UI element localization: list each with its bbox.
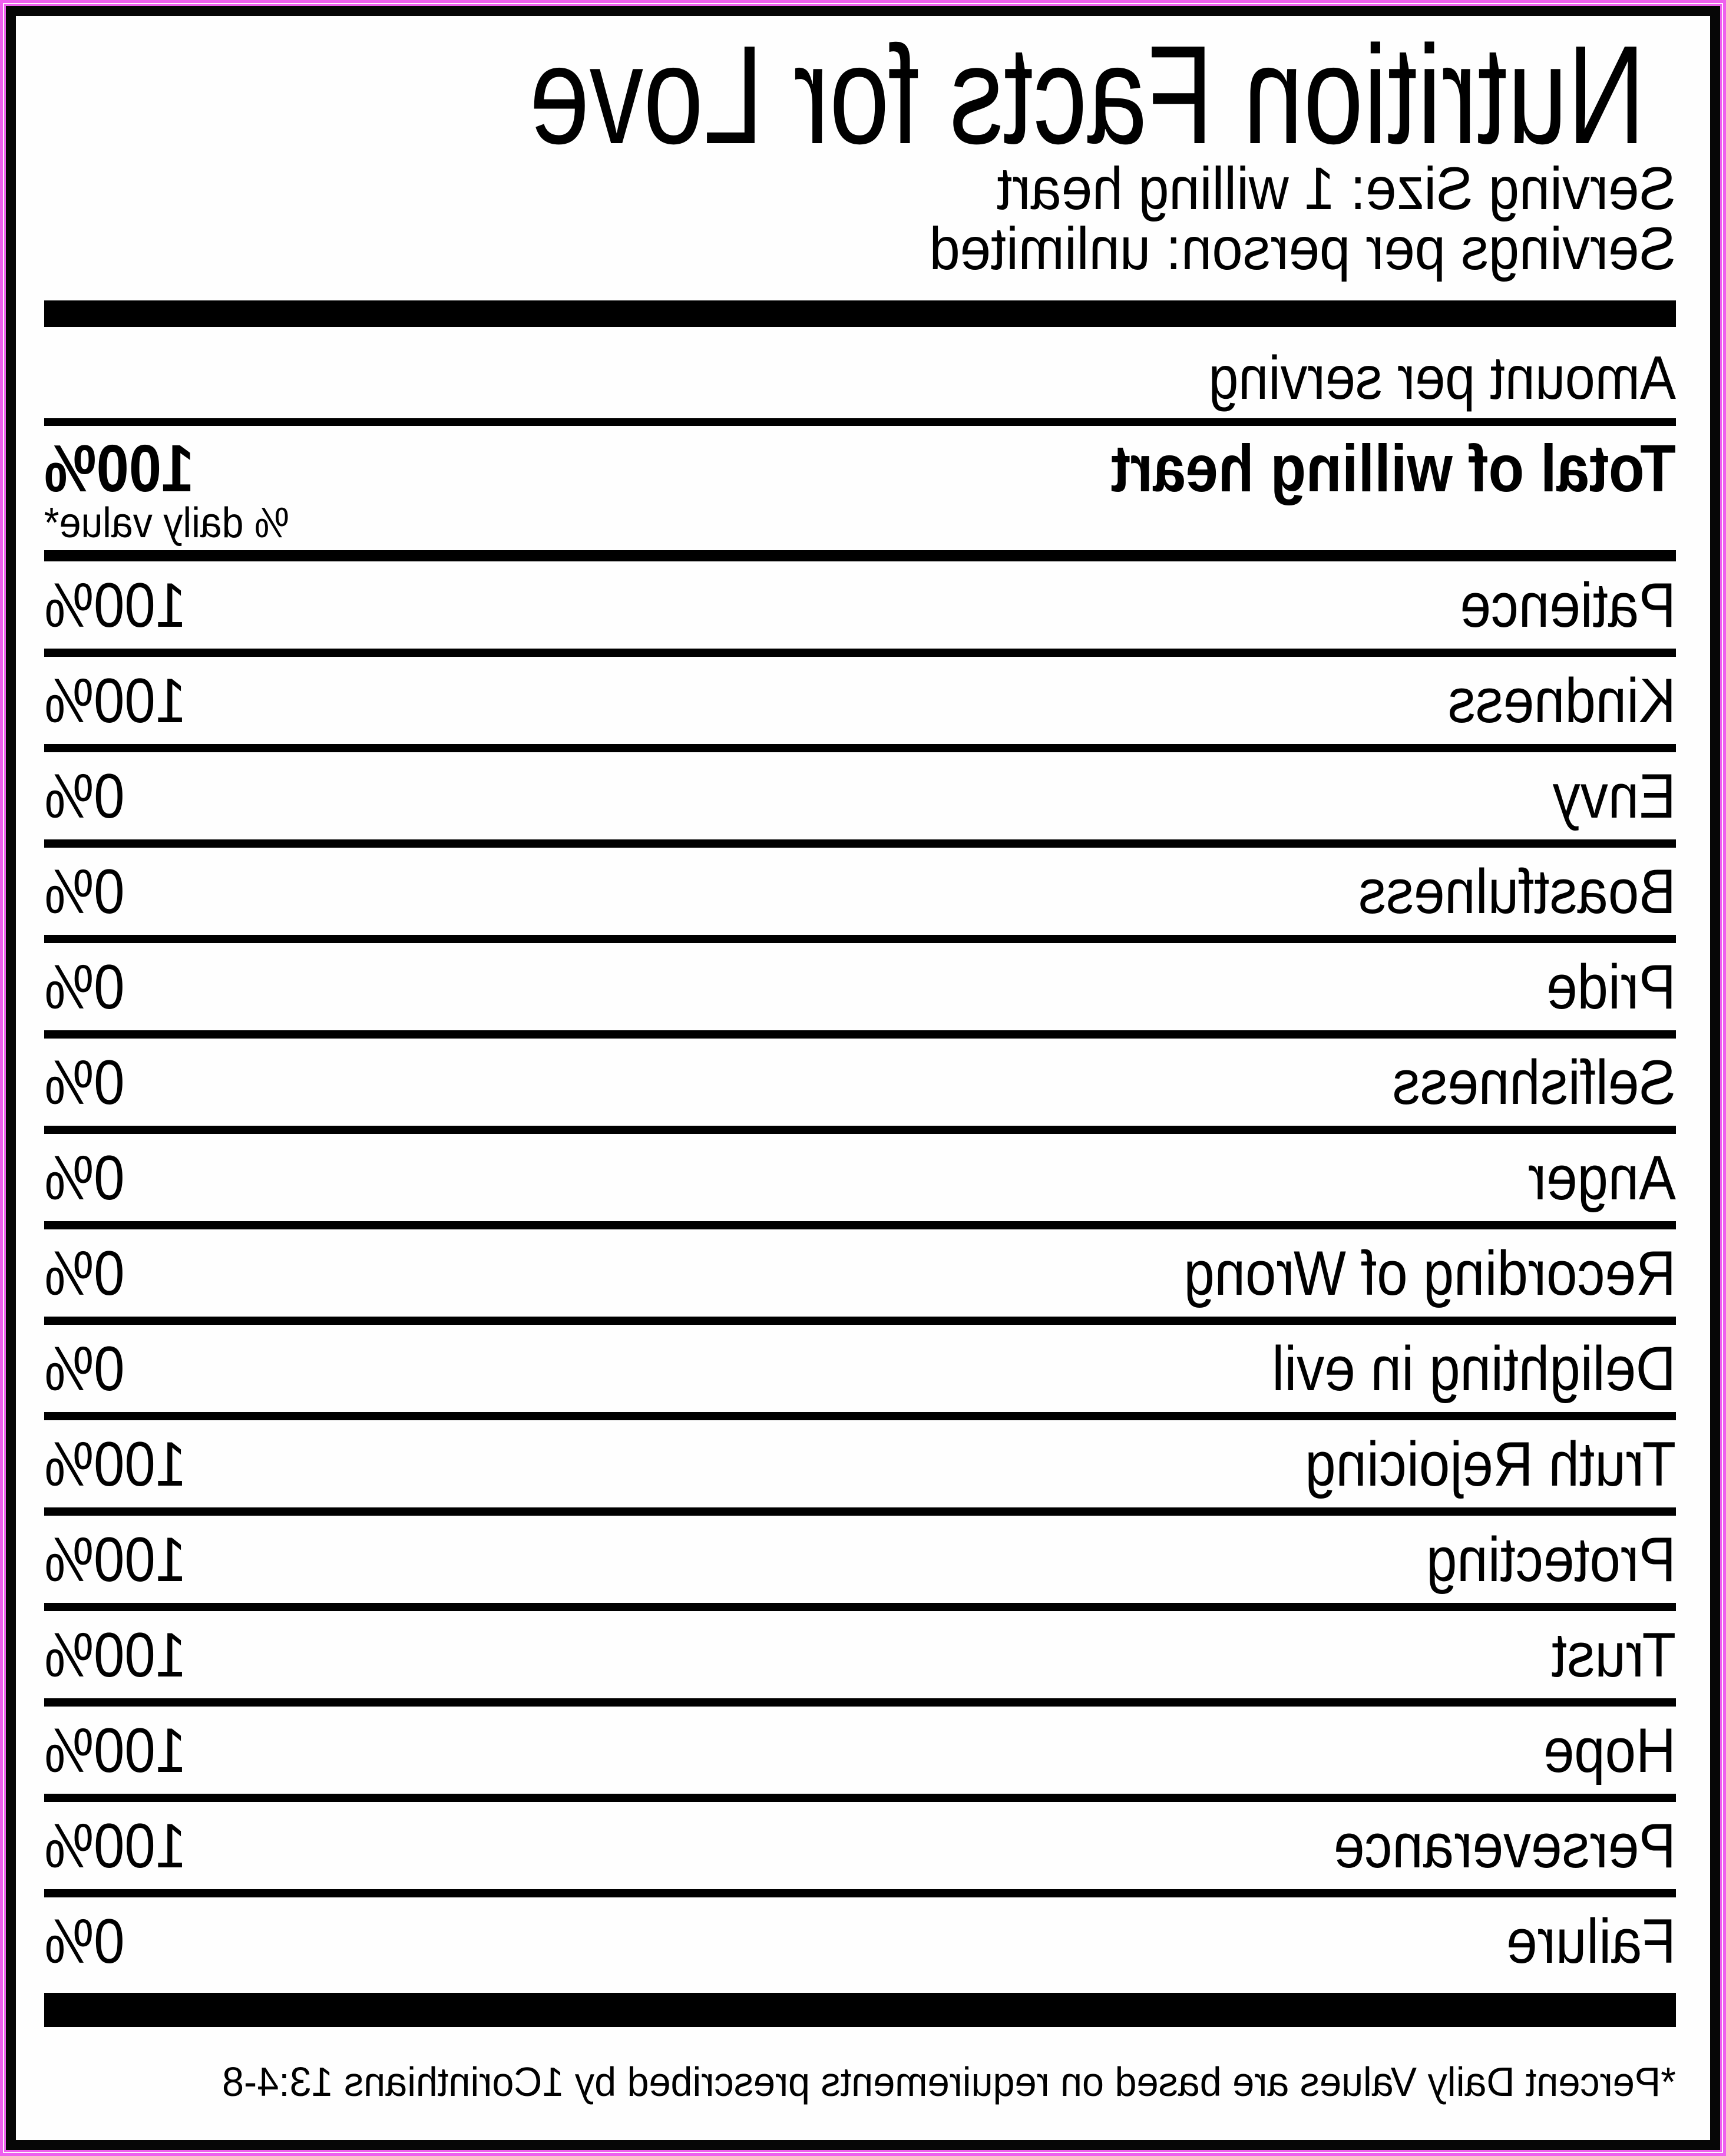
row-separator (44, 1603, 1676, 1611)
nutrient-row (44, 1707, 1676, 1794)
row-separator (44, 1698, 1676, 1707)
nutrient-value: 100% (44, 1714, 186, 1785)
nutrient-value: 0% (44, 1237, 125, 1308)
nutrient-row (44, 1134, 1676, 1221)
nutrient-value: 0% (44, 1332, 125, 1404)
servings-per-person-line (44, 215, 1676, 282)
nutrient-rows (44, 561, 1676, 1985)
servings-per-person-text: Servings per person: unlimited (929, 215, 1676, 282)
nutrient-value: 100% (44, 1428, 186, 1499)
nutrient-name: Kindness (1447, 664, 1676, 736)
nutrient-value: 0% (44, 760, 125, 831)
nutrient-name: Delighting in evil (1272, 1332, 1676, 1404)
row-separator (44, 1030, 1676, 1039)
nutrient-name: Patience (1460, 569, 1676, 640)
nutrient-row (44, 1611, 1676, 1698)
total-name: Total of willing heart (1110, 431, 1676, 505)
row-separator (44, 649, 1676, 657)
total-row (44, 431, 1676, 505)
label-title (44, 17, 1645, 173)
nutrient-value: 0% (44, 855, 125, 927)
nutrient-name: Failure (1506, 1905, 1676, 1976)
nutrient-value: 100% (44, 1619, 186, 1690)
nutrient-name: Recording of Wrong (1183, 1237, 1676, 1308)
nutrient-name: Selfishness (1392, 1046, 1676, 1117)
nutrient-name: Truth Rejoicing (1305, 1428, 1676, 1499)
separator-bar-above-footnote (44, 1993, 1676, 2027)
row-separator (44, 1221, 1676, 1229)
row-separator (44, 1507, 1676, 1516)
nutrient-name: Protecting (1426, 1523, 1676, 1595)
nutrient-row (44, 752, 1676, 839)
row-separator (44, 839, 1676, 848)
row-separator (44, 1126, 1676, 1134)
footnote: *Percent Daily Values are based on requirements prescribed by 1Corinthians 13:4-8 (221, 2059, 1676, 2105)
row-separator (44, 935, 1676, 943)
nutrient-row (44, 1802, 1676, 1889)
row-separator (44, 1889, 1676, 1897)
nutrient-row (44, 1897, 1676, 1985)
nutrient-row (44, 943, 1676, 1030)
nutrient-value: 100% (44, 569, 186, 640)
nutrient-value: 100% (44, 1523, 186, 1595)
label-content (16, 16, 1710, 2140)
separator-bar-thick-top (44, 300, 1676, 327)
nutrient-row (44, 657, 1676, 744)
total-value: 100% (44, 431, 194, 505)
nutrient-row (44, 1039, 1676, 1126)
separator-bar-medium (44, 418, 1676, 426)
nutrient-row (44, 848, 1676, 935)
label-title-text: Nutrition Facts for Love (529, 17, 1645, 173)
row-separator (44, 1317, 1676, 1325)
nutrient-name: Pride (1546, 951, 1676, 1022)
nutrient-value: 0% (44, 1142, 125, 1213)
nutrient-name: Anger (1527, 1142, 1676, 1213)
nutrient-value: 100% (44, 664, 186, 736)
amount-per-serving-heading: Amount per serving (1208, 344, 1676, 412)
daily-value-note: % daily value* (44, 500, 290, 547)
nutrient-row (44, 1516, 1676, 1603)
serving-size-text: Serving Size: 1 willing heart (997, 155, 1676, 222)
nutrient-value: 0% (44, 1905, 125, 1976)
row-separator (44, 1412, 1676, 1420)
nutrient-name: Trust (1552, 1619, 1676, 1690)
nutrient-value: 100% (44, 1810, 186, 1881)
nutrient-name: Boastfulness (1358, 855, 1676, 927)
nutrient-value: 0% (44, 1046, 125, 1117)
nutrient-name: Perseverance (1334, 1810, 1676, 1881)
nutrient-row (44, 1325, 1676, 1412)
row-separator (44, 1794, 1676, 1802)
row-separator (44, 744, 1676, 752)
nutrition-label (6, 6, 1720, 2150)
separator-bar-above-rows (44, 550, 1676, 561)
nutrient-value: 0% (44, 951, 125, 1022)
nutrient-row (44, 1229, 1676, 1317)
nutrient-row (44, 561, 1676, 649)
nutrient-name: Envy (1552, 760, 1676, 831)
nutrient-name: Hope (1543, 1714, 1676, 1785)
pink-frame-inner (4, 4, 1722, 2152)
nutrient-row (44, 1420, 1676, 1507)
